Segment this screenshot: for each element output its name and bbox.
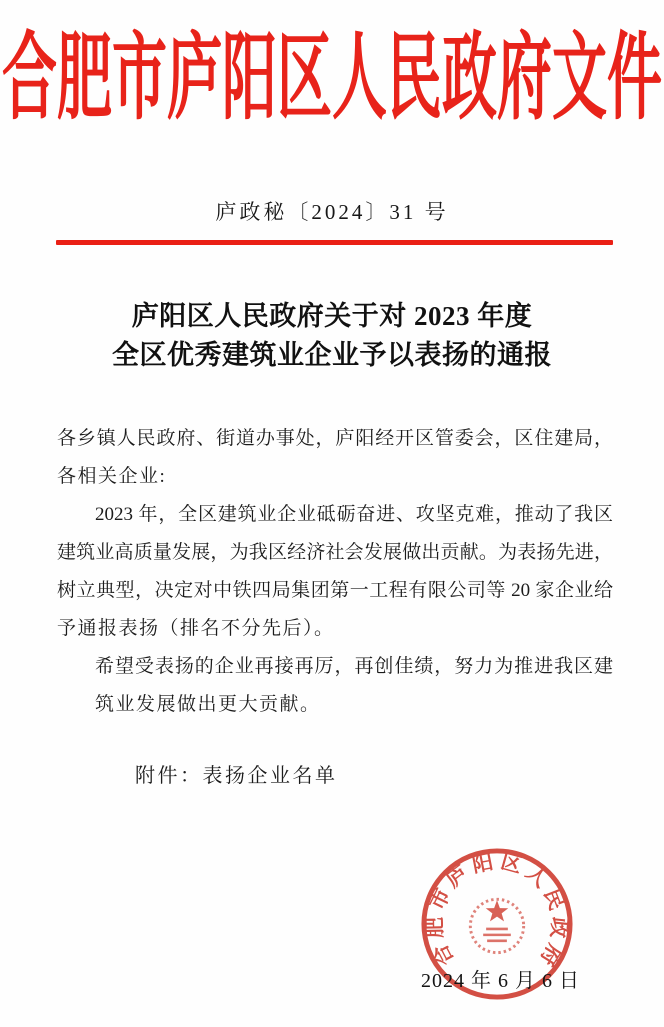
red-divider-line bbox=[56, 240, 613, 245]
document-body bbox=[57, 420, 613, 724]
letterhead bbox=[0, 25, 664, 131]
salutation-line: 各相关企业: bbox=[57, 466, 167, 487]
attachment-note: 附件：表扬企业名单 bbox=[135, 765, 338, 787]
letterhead-title-text: 合肥市庐阳区人民政府文件 bbox=[1, 25, 662, 131]
paragraph-line: 筑业发展做出更大贡献。 bbox=[95, 694, 321, 715]
paragraph-line: 予通报表扬（排名不分先后）。 bbox=[57, 618, 335, 639]
document-title bbox=[0, 297, 664, 375]
paragraph-line: 希望受表扬的企业再接再厉，再创佳绩，努力为推进我区建 bbox=[95, 656, 613, 677]
paragraph-line: 树立典型，决定对中铁四局集团第一工程有限公司等 20 家企业给 bbox=[57, 580, 613, 601]
paragraph-line: 建筑业高质量发展，为我区经济社会发展做出贡献。为表扬先进， bbox=[57, 542, 613, 563]
salutation-line: 各乡镇人民政府、街道办事处，庐阳经开区管委会，区住建局， bbox=[57, 428, 613, 449]
document-title-line-2: 全区优秀建筑业企业予以表扬的通报 bbox=[112, 340, 552, 370]
seal-emblem-star-icon bbox=[486, 900, 509, 921]
seal-arc-text: 合肥市庐阳区人民政府 bbox=[424, 850, 571, 974]
document-title-line-1: 庐阳区人民政府关于对 2023 年度 bbox=[131, 301, 533, 331]
document-number: 庐政秘〔2024〕31 号 bbox=[215, 200, 449, 224]
document-date: 2024 年 6 月 6 日 bbox=[421, 970, 580, 992]
seal-emblem-gate bbox=[483, 929, 511, 941]
paragraph-line: 2023 年，全区建筑业企业砥砺奋进、攻坚克难，推动了我区 bbox=[95, 504, 613, 525]
